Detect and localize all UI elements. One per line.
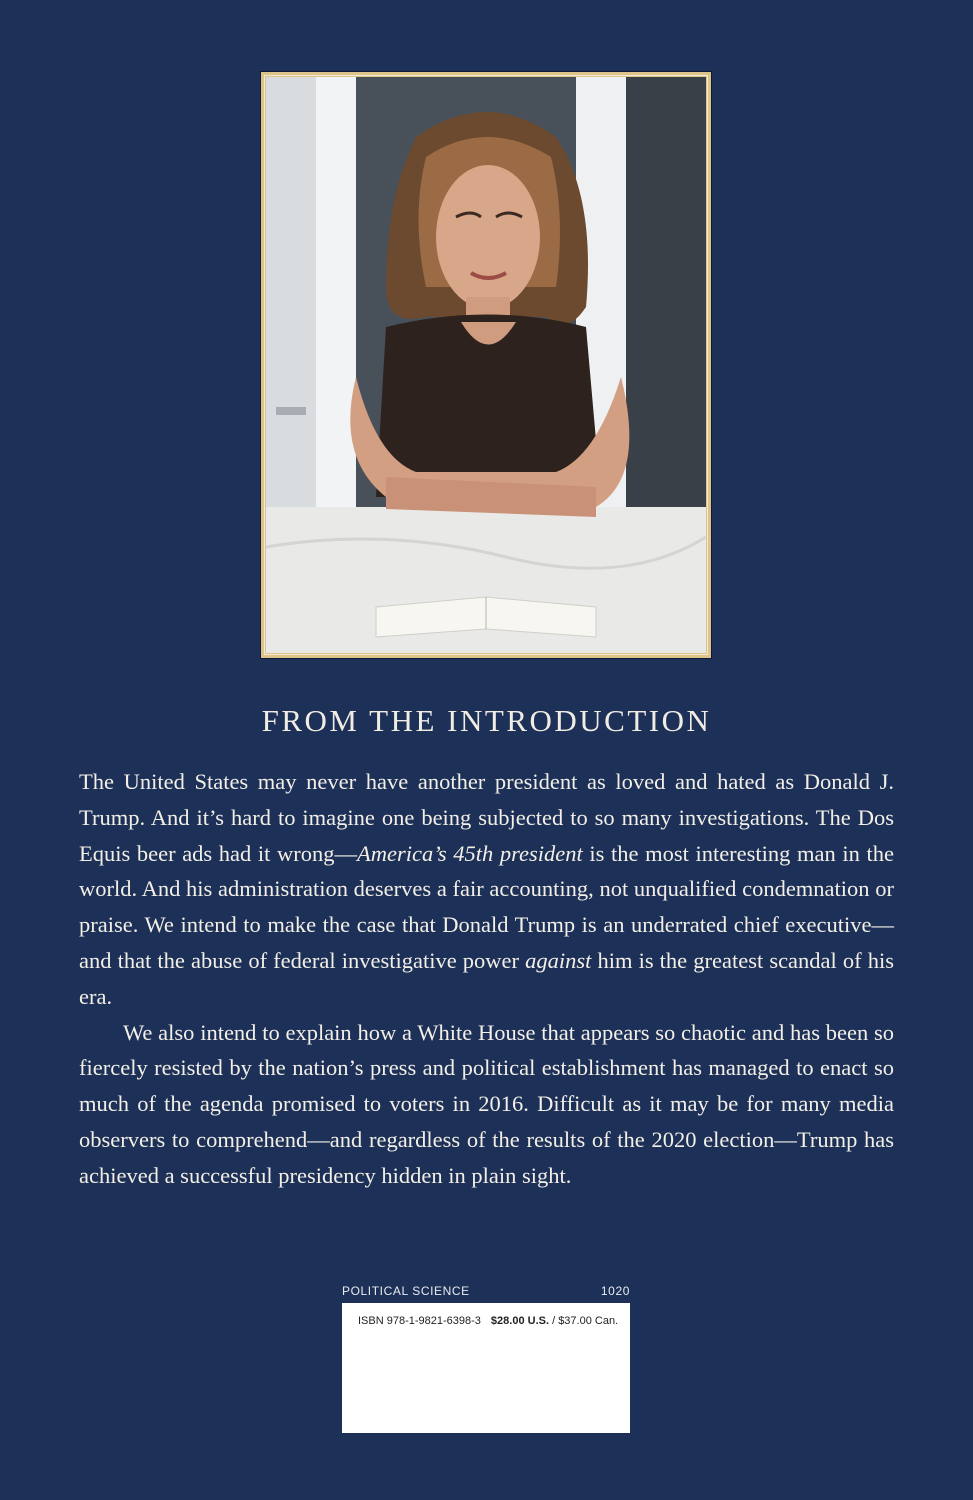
barcode-box — [342, 1303, 630, 1433]
isbn: ISBN 978-1-9821-6398-3 — [358, 1315, 481, 1327]
author-photo-frame — [260, 71, 712, 659]
author-portrait-illustration — [266, 77, 706, 653]
section-title: FROM THE INTRODUCTION — [261, 703, 712, 738]
paragraph-1-italic-word: against — [525, 947, 592, 973]
price-separator: / — [549, 1315, 559, 1327]
price-canada: $37.00 Can. — [558, 1315, 619, 1327]
barcode-header — [342, 1284, 630, 1300]
book-category: POLITICAL SCIENCE — [342, 1284, 470, 1298]
category-code: 1020 — [600, 1284, 630, 1298]
introduction-excerpt — [79, 764, 894, 1194]
isbn-price-line — [358, 1315, 618, 1327]
paragraph-1-part-e: him is the greatest scandal of his era. — [79, 947, 894, 1009]
price-us: $28.00 U.S. — [490, 1315, 550, 1327]
paragraph-1-italic-phrase: America’s 45th president — [357, 840, 583, 866]
paragraph-2: We also intend to explain how a White House that appears so chaotic and has been so fiercely resisted by the nation’s press and political establishment has managed to enact so much of the agenda promised to voters in 2016. Difficult as it may be for many media observers to comprehend—and regardless of the results of the 2020 election—Trump has achieved a successful presidency hidden in plain sight. — [79, 1019, 894, 1188]
paragraph-1-part-c: is the most interesting man in the world. And his administration deserves a fair accounting, not unqualified condemnation or praise. We intend to make the case that Donald Trump is an underrated chief executive—and that the abuse of federal investigative power — [79, 840, 894, 973]
paragraph-1-part-a: The United States may never have another president as loved and hated as Donald J. Trump. And it’s hard to imagine one being subjected to so many investigations. The Dos Equis beer ads had it wrong— — [79, 769, 894, 866]
author-photo — [266, 77, 706, 653]
paragraph-1 — [79, 764, 894, 1015]
